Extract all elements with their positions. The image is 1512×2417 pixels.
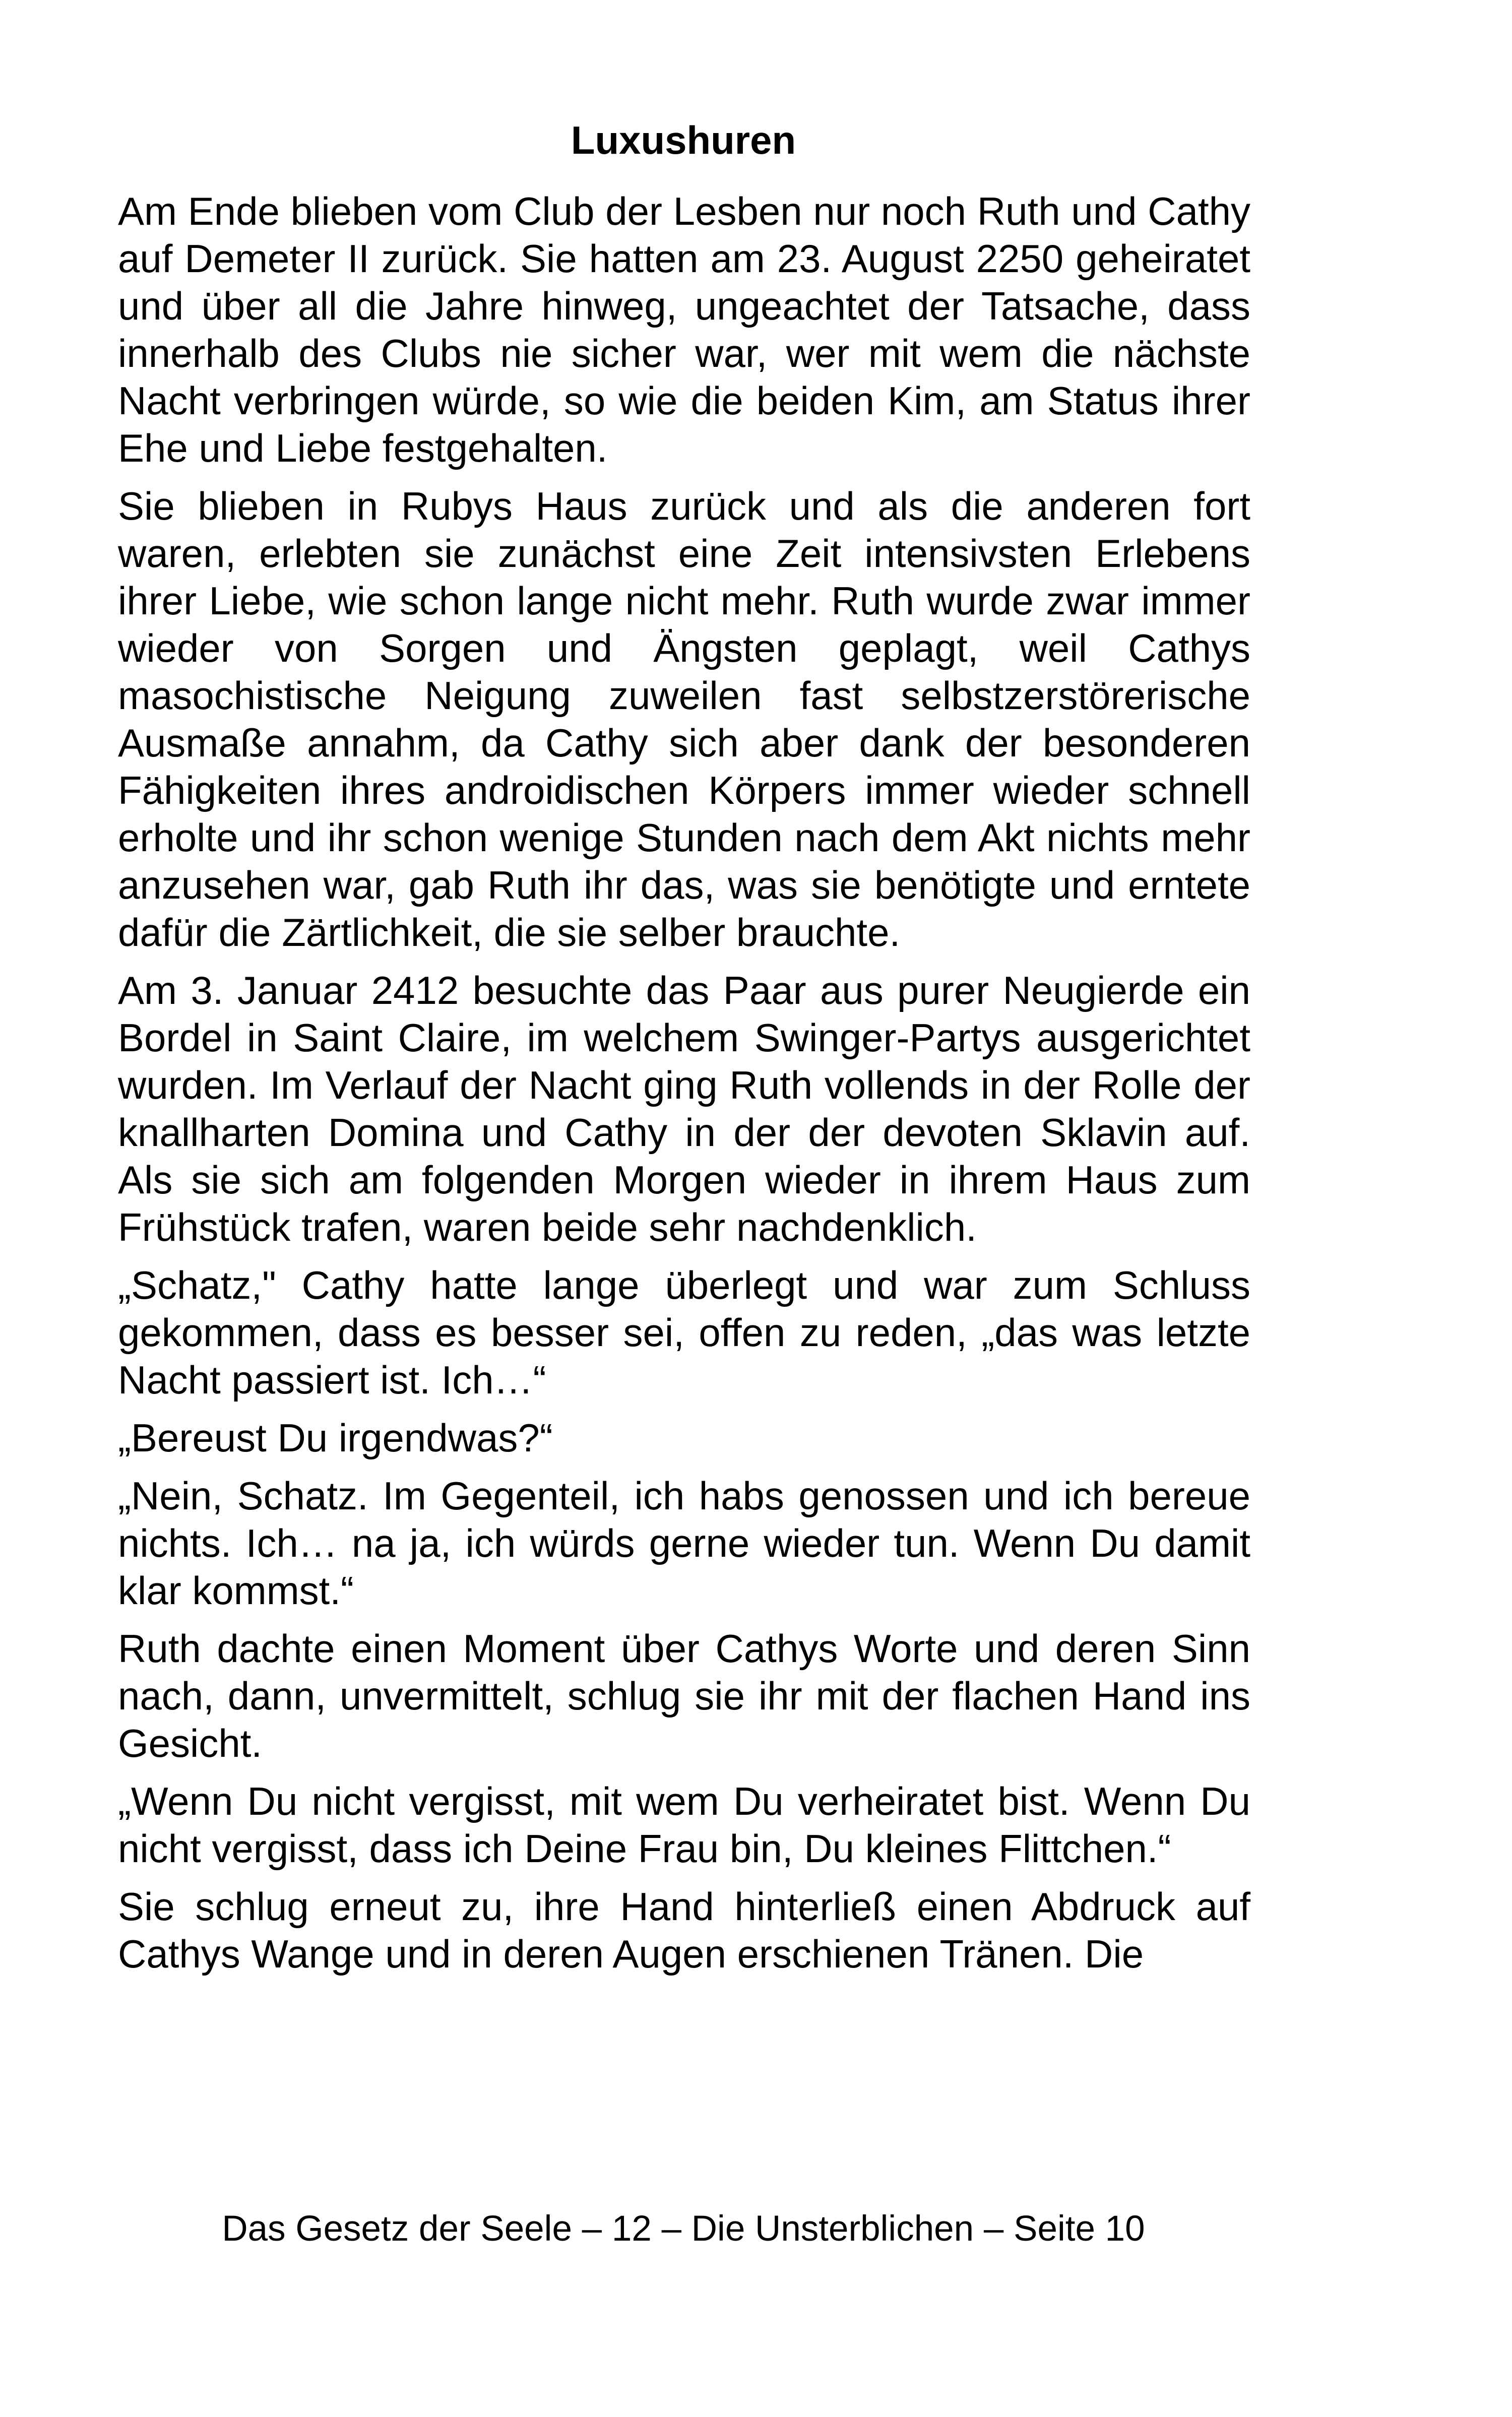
paragraph-1: Am Ende blieben vom Club der Lesben nur noch Ruth und Cathy auf Demeter II zurück. Sie hatten am 23. August 2250 geheiratet und über all die Jahre hinweg, ungeachtet der Tatsache, dass innerhalb des Clubs nie sicher war, wer mit wem die nächste Nacht verbringen würde, so wie die beiden Kim, am Status ihrer Ehe und Liebe festgehalten.: [118, 189, 1250, 470]
paragraph-9: Sie schlug erneut zu, ihre Hand hinterließ einen Abdruck auf Cathys Wange und in deren Augen erschienen Tränen. Die: [118, 1884, 1250, 1976]
paragraph-8: „Wenn Du nicht vergisst, mit wem Du verheiratet bist. Wenn Du nicht vergisst, dass ich Deine Frau bin, Du kleines Flittchen.“: [118, 1779, 1250, 1871]
paragraph-6: „Nein, Schatz. Im Gegenteil, ich habs genossen und ich bereue nichts. Ich… na ja, ich würds gerne wieder tun. Wenn Du damit klar kommst.“: [118, 1474, 1250, 1613]
paragraph-7: Ruth dachte einen Moment über Cathys Worte und deren Sinn nach, dann, unvermittelt, schlug sie ihr mit der flachen Hand ins Gesicht.: [118, 1626, 1250, 1765]
paragraph-5: „Bereust Du irgendwas?“: [118, 1416, 553, 1460]
paragraph-3: Am 3. Januar 2412 besuchte das Paar aus purer Neugierde ein Bordel in Saint Claire, im welchem Swinger-Partys ausgerichtet wurden. Im Verlauf der Nacht ging Ruth vollends in der Rolle der knallharten Domina und Cathy in der der devoten Sklavin auf. Als sie sich am folgenden Morgen wieder in ihrem Haus zum Frühstück trafen, waren beide sehr nachdenklich.: [118, 968, 1250, 1249]
paragraph-2: Sie blieben in Rubys Haus zurück und als die anderen fort waren, erlebten sie zunächst eine Zeit intensivsten Erlebens ihrer Liebe, wie schon lange nicht mehr. Ruth wurde zwar immer wieder von Sorgen und Ängsten geplagt, weil Cathys masochistische Neigung zuweilen fast selbstzerstörerische Ausmaße annahm, da Cathy sich aber dank der besonderen Fähigkeiten ihres androidischen Körpers immer wieder schnell erholte und ihr schon wenige Stunden nach dem Akt nichts mehr anzusehen war, gab Ruth ihr das, was sie benötigte und erntete dafür die Zärtlichkeit, die sie selber brauchte.: [118, 484, 1250, 955]
body-text: [118, 187, 1250, 1988]
chapter-title: Luxushuren: [571, 118, 796, 162]
page-footer: Das Gesetz der Seele – 12 – Die Unsterblichen – Seite 10: [222, 2209, 1145, 2249]
paragraph-4: „Schatz," Cathy hatte lange überlegt und war zum Schluss gekommen, dass es besser sei, offen zu reden, „das was letzte Nacht passiert ist. Ich…“: [118, 1263, 1250, 1402]
